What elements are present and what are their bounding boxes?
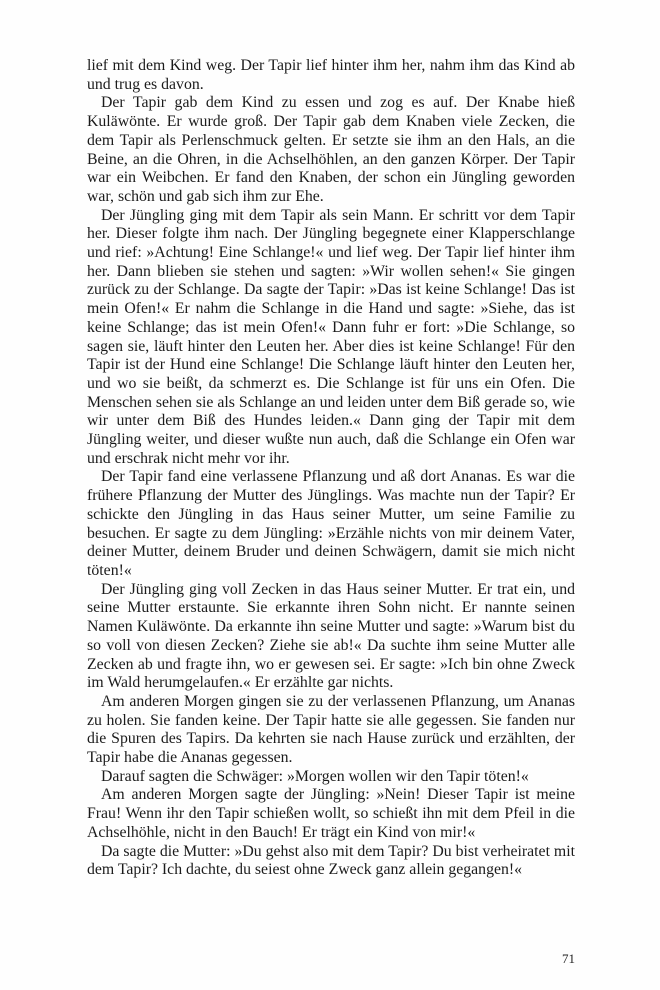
page-number: 71: [562, 951, 575, 966]
paragraph: Darauf sagten die Schwäger: »Morgen wollen wir den Tapir töten!«: [101, 767, 529, 785]
paragraph: Der Jüngling ging voll Zecken in das Haus seiner Mutter. Er trat ein, und seine Mutter erstaunte. Sie erkannte ihren Sohn nicht. Er nannte seinen Namen Kuläwönte. Da erkannte ihn seine Mutter und sagte: »Warum bist du so voll von diesen Zecken? Ziehe sie ab!« Da suchte ihm seine Mutter alle Zecken ab und fragte ihn, wo er gewesen sei. Er sagte: »Ich bin ohne Zweck im Wald herumgelaufen.« Er erzählte gar nichts.: [87, 580, 575, 692]
paragraph: Der Tapir gab dem Kind zu essen und zog es auf. Der Knabe hieß Kuläwönte. Er wurde groß. Der Tapir gab dem Knaben viele Zecken, die dem Tapir als Perlenschmuck gelten. Er setzte sie ihm an den Hals, an die Beine, an die Ohren, in die Achselhöhlen, an den ganzen Körper. Der Tapir war ein Weibchen. Er fand den Knaben, der schon ein Jüngling geworden war, schön und gab sich ihm zur Ehe.: [87, 94, 575, 205]
paragraph: Der Jüngling ging mit dem Tapir als sein Mann. Er schritt vor dem Tapir her. Dieser folgte ihm nach. Der Jüngling begegnete einer Klapperschlange und rief: »Achtung! Eine Schlange!« und lief weg. Der Tapir lief hinter ihm her. Dann blieben sie stehen und sagten: »Wir wollen sehen!« Sie gingen zurück zu der Schlange. Da sagte der Tapir: »Das ist keine Schlange! Das ist mein Ofen!« Er nahm die Schlange in die Hand und sagte: »Siehe, das ist keine Schlange; das ist mein Ofen!« Dann fuhr er fort: »Die Schlange, so sagen sie, läuft hinter den Leuten her. Aber dies ist keine Schlange! Für den Tapir ist der Hund eine Schlange! Die Schlange läuft hinter den Leuten her, und wo sie beißt, da schmerzt es. Die Schlange ist für uns ein Ofen. Die Menschen sehen sie als Schlange an und leiden unter dem Biß gerade so, wie wir unter dem Biß des Hundes leiden.« Dann ging der Tapir mit dem Jüngling weiter, und dieser wußte nun auch, daß die Schlange ein Ofen war und erschrak nicht mehr vor ihr.: [87, 206, 575, 467]
paragraph: Am anderen Morgen sagte der Jüngling: »Nein! Dieser Tapir ist meine Frau! Wenn ihr den Tapir schießen wollt, so schießt ihn mit dem Pfeil in die Achselhöhle, nicht in den Bauch! Er trägt ein Kind von mir!«: [87, 786, 575, 841]
body-text: [87, 57, 575, 880]
paragraph: Der Tapir fand eine verlassene Pflanzung und aß dort Ananas. Es war die frühere Pflanzung der Mutter des Jünglings. Was machte nun der Tapir? Er schickte den Jüngling in das Haus seiner Mutter, um seine Familie zu besuchen. Er sagte zu dem Jüngling: »Erzähle nichts von mir deinem Vater, deiner Mutter, deinem Bruder und deinen Schwägern, damit sie mich nicht töten!«: [87, 468, 575, 579]
paragraph: Am anderen Morgen gingen sie zu der verlassenen Pflanzung, um Ananas zu holen. Sie fanden keine. Der Tapir hatte sie alle gegessen. Sie fanden nur die Spuren des Tapirs. Da kehrten sie nach Hause zurück und erzählten, der Tapir habe die Ananas gegessen.: [87, 692, 575, 767]
paragraph: Da sagte die Mutter: »Du gehst also mit dem Tapir? Du bist verheiratet mit dem Tapir? Ich dachte, du seiest ohne Zweck ganz allein gegangen!«: [87, 842, 575, 879]
paragraph-continuation: lief mit dem Kind weg. Der Tapir lief hinter ihm her, nahm ihm das Kind ab und trug es davon.: [87, 57, 575, 93]
